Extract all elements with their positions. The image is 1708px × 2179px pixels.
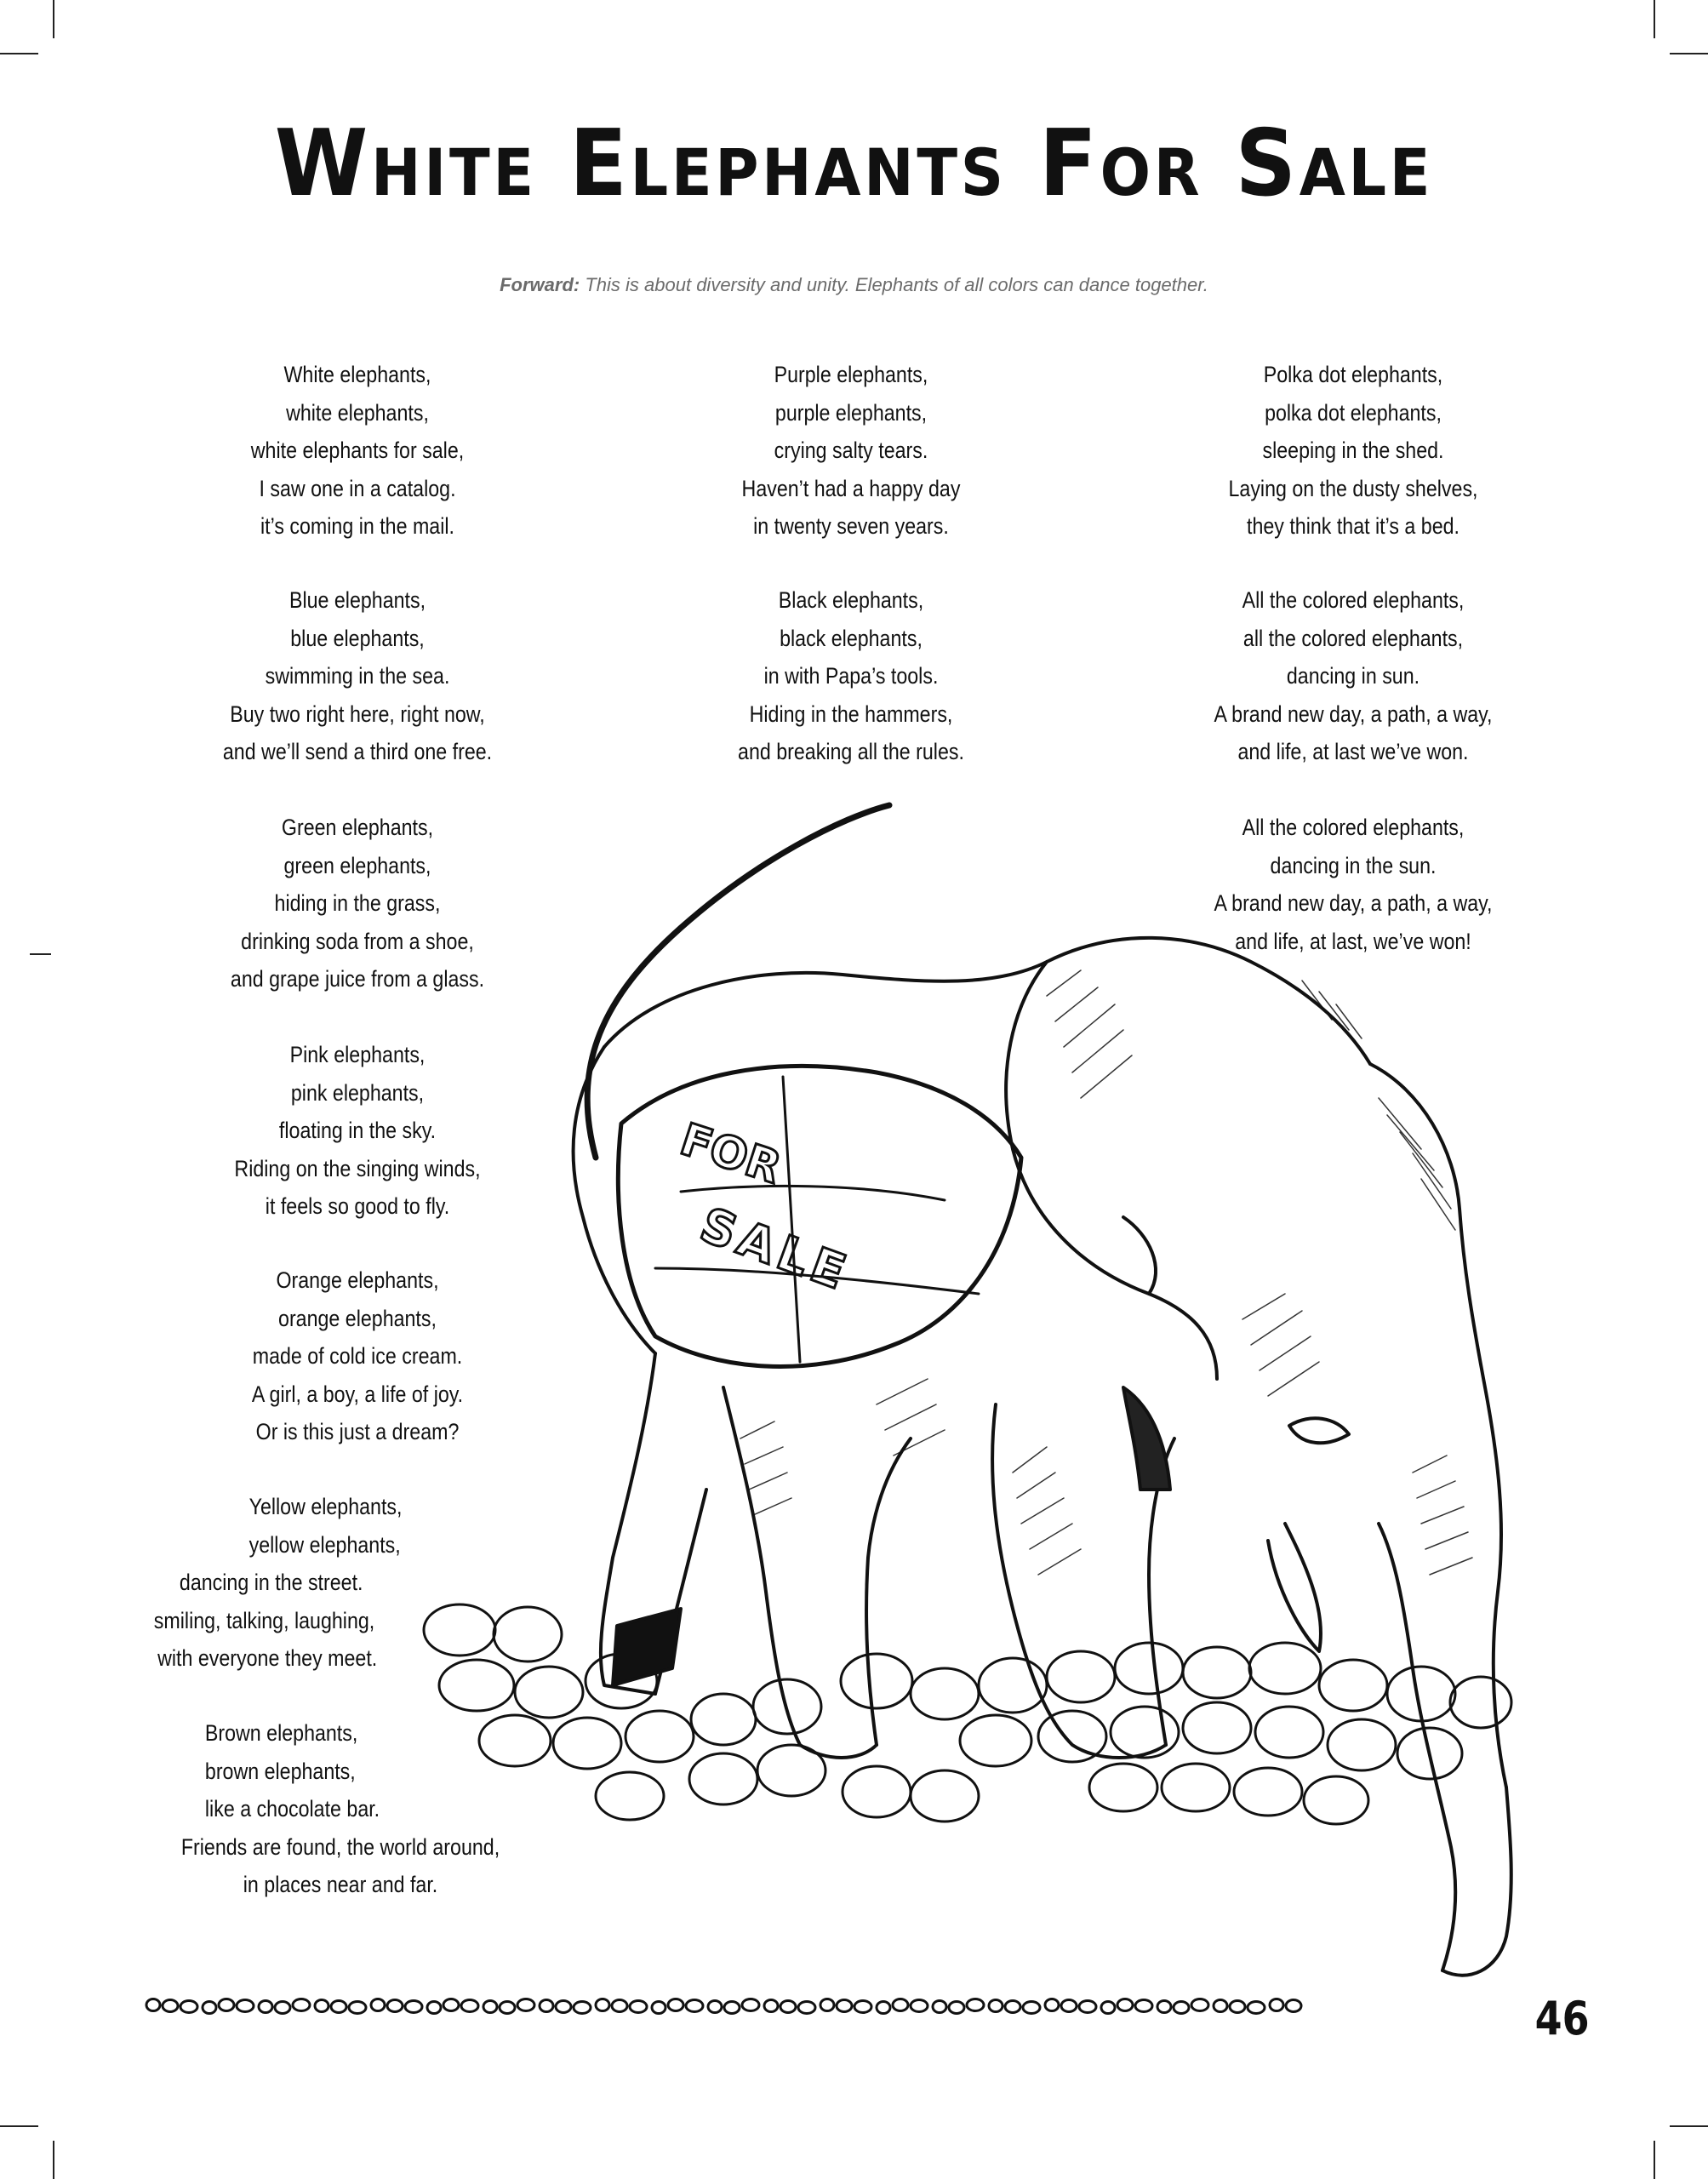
border-circle [556,2001,571,2013]
border-circle [574,2002,591,2014]
poem-line: green elephants, [283,852,431,878]
border-circle [483,2001,497,2013]
stanza-polka-dot [1192,356,1514,546]
border-circle [371,1999,385,2011]
border-circle [764,2000,778,2012]
crop-mark [53,2141,54,2179]
border-circle [630,2001,647,2013]
border-circle [893,1999,908,2011]
border-circle [146,1999,160,2011]
poem-line: and breaking all the rules. [738,739,964,764]
poem-line: Blue elephants, [288,587,426,613]
border-circle [854,2001,871,2013]
border-circle [1157,2001,1171,2013]
poem-line: it’s coming in the mail. [260,513,454,539]
border-circle [500,2002,515,2014]
poem-line: pink elephants, [290,1079,425,1106]
poem-line: White elephants, [283,362,431,387]
border-circle [1174,2002,1189,2014]
border-circle [427,2002,441,2014]
poem-line: drinking soda from a shoe, [241,928,474,954]
border-circle [180,2001,197,2013]
poem-line: Or is this just a dream? [255,1419,460,1444]
border-circle [219,1999,234,2011]
border-circle [967,1999,984,2011]
stanza-brown [157,1714,523,1904]
poem-line: dancing in the sun. [1270,852,1437,878]
border-circle [237,2000,254,2012]
forward-text: This is about diversity and unity. Elephants of all colors can dance together. [585,274,1208,295]
border-circle [933,2001,946,2013]
stanza-green [197,809,518,998]
border-circle [1023,2002,1040,2014]
border-circle [1135,2000,1152,2012]
crop-mark [1670,2125,1708,2127]
border-circle [780,2001,796,2013]
border-circle [275,2002,290,2014]
border-circle [1005,2001,1020,2013]
border-circle [1214,2000,1227,2012]
border-circle [798,2002,815,2014]
crop-mark [1670,53,1708,54]
border-circle [612,2000,627,2012]
border-circle [443,1999,459,2011]
poem-line: black elephants, [780,625,923,651]
border-circle [349,2002,366,2014]
crop-mark [0,2125,38,2127]
poem-line: All the colored elephants, [1242,815,1465,840]
border-circle [1117,1999,1133,2011]
poem-line: crying salty tears. [774,438,928,463]
border-circle [293,1999,310,2011]
stanza-blue [197,581,518,771]
poem-line: A brand new day, a path, a way, [1214,701,1493,727]
poem-line: A girl, a boy, a life of joy. [251,1381,464,1407]
poem-line: made of cold ice cream. [252,1343,463,1369]
poem-line: I saw one in a catalog. [259,475,456,501]
border-circle [1248,2002,1265,2014]
border-circle [461,2000,478,2012]
poem-line: in twenty seven years. [753,513,949,539]
poem-line: white elephants, [286,399,429,426]
border-circle [405,2001,422,2013]
crop-mark [0,53,38,54]
poem-line: Pink elephants, [289,1042,426,1067]
border-circle [837,2000,852,2012]
border-circle [203,2002,216,2014]
stanza-black [690,581,1012,771]
border-circle [1045,1999,1059,2011]
border-circle [259,2001,272,2013]
border-circle [387,2000,403,2012]
poem-line: floating in the sky. [278,1118,437,1143]
forward-label: Forward: [500,274,580,295]
crop-mark [53,0,54,38]
border-circle [315,2000,328,2012]
border-circle [949,2002,964,2014]
circle-border-decoration [145,1993,1311,2019]
border-circle [820,1999,834,2011]
poem-line: all the colored elephants, [1242,625,1464,651]
poem-line: orange elephants, [278,1305,437,1331]
poem-line: with everyone they meet. [157,1645,378,1671]
border-circle [1101,2002,1115,2014]
border-circle [1270,1999,1283,2011]
poem-line: dancing in sun. [1286,663,1420,689]
poem-line: and life, at last, we’ve won! [1235,928,1471,954]
poem-line: Buy two right here, right now, [230,701,485,727]
stanza-yellow [154,1488,476,1678]
poem-line: and we’ll send a third one free. [222,739,493,764]
stanza-white [197,356,518,546]
poem-line: they think that it’s a bed. [1247,513,1460,539]
border-circle [877,2002,890,2014]
stanza-colored-1 [1192,581,1514,771]
poem-line: Polka dot elephants, [1263,362,1443,387]
poem-line: hiding in the grass, [274,890,441,916]
poem-line: Black elephants, [778,587,924,613]
border-circle [1286,2000,1301,2012]
stanza-orange [197,1261,518,1451]
poem-line: Brown elephants, [204,1720,358,1746]
poem-line: Orange elephants, [276,1267,439,1293]
page-title: White Elephants For Sale [274,111,1434,217]
poem-line: smiling, talking, laughing, [153,1607,375,1633]
poem-line: Hiding in the hammers, [749,701,953,727]
poem-line: A brand new day, a path, a way, [1214,890,1493,916]
poem-line: polka dot elephants, [1265,399,1442,426]
stanza-colored-2 [1192,809,1514,960]
poem-line: Haven’t had a happy day [741,475,961,501]
border-circle [517,1999,534,2011]
poem-line: dancing in the street. [179,1570,363,1595]
crop-mark [30,953,51,955]
border-circle [1191,1999,1208,2011]
border-circle [163,2000,178,2012]
poem-line: Purple elephants, [774,362,928,387]
poem-line: blue elephants, [290,625,425,651]
forward-note [0,274,1708,296]
poem-line: like a chocolate bar. [204,1796,380,1822]
stanza-pink [197,1036,518,1226]
border-circle [724,2002,740,2014]
poem-line: and grape juice from a glass. [230,966,485,992]
poem-line: sleeping in the shed. [1262,438,1444,463]
border-circle [331,2001,346,2013]
poem-line: Laying on the dusty shelves, [1228,475,1478,501]
poem-line: purple elephants, [774,399,928,426]
poem-line: it feels so good to fly. [265,1193,450,1219]
border-circle [708,2001,722,2013]
border-circle [686,2000,703,2012]
border-circle [1079,2001,1096,2013]
poem-line: All the colored elephants, [1242,587,1465,613]
crop-mark [1654,2141,1655,2179]
poem-line: Friends are found, the world around, [180,1833,500,1860]
stanza-purple [690,356,1012,546]
border-circle [668,1999,683,2011]
poem-line: and life, at last we’ve won. [1237,739,1469,764]
poem-line: in places near and far. [243,1872,438,1897]
poem-line: white elephants for sale, [250,438,465,463]
poem-line: brown elephants, [204,1758,356,1784]
blanket-text-for: FOR [674,1113,787,1194]
poem-line: Green elephants, [281,815,434,840]
crop-mark [1654,0,1655,38]
border-circle [911,2000,928,2012]
page-number: 46 [1534,1992,1590,2045]
poem-line: yellow elephants, [248,1531,401,1558]
elephant-illustration [400,792,1608,2034]
poem-line: in with Papa’s tools. [763,663,939,689]
border-circle [1061,2000,1077,2012]
border-circle [742,1999,759,2011]
border-circle [652,2002,665,2014]
poem-line: Riding on the singing winds, [234,1155,481,1181]
border-circle [540,2000,553,2012]
poem-line: swimming in the sea. [265,663,450,689]
border-circle [596,1999,609,2011]
border-circle [1230,2001,1245,2013]
poem-line: Yellow elephants, [248,1494,403,1519]
blanket-text-sale: SALE [693,1197,858,1302]
border-circle [989,2000,1003,2012]
